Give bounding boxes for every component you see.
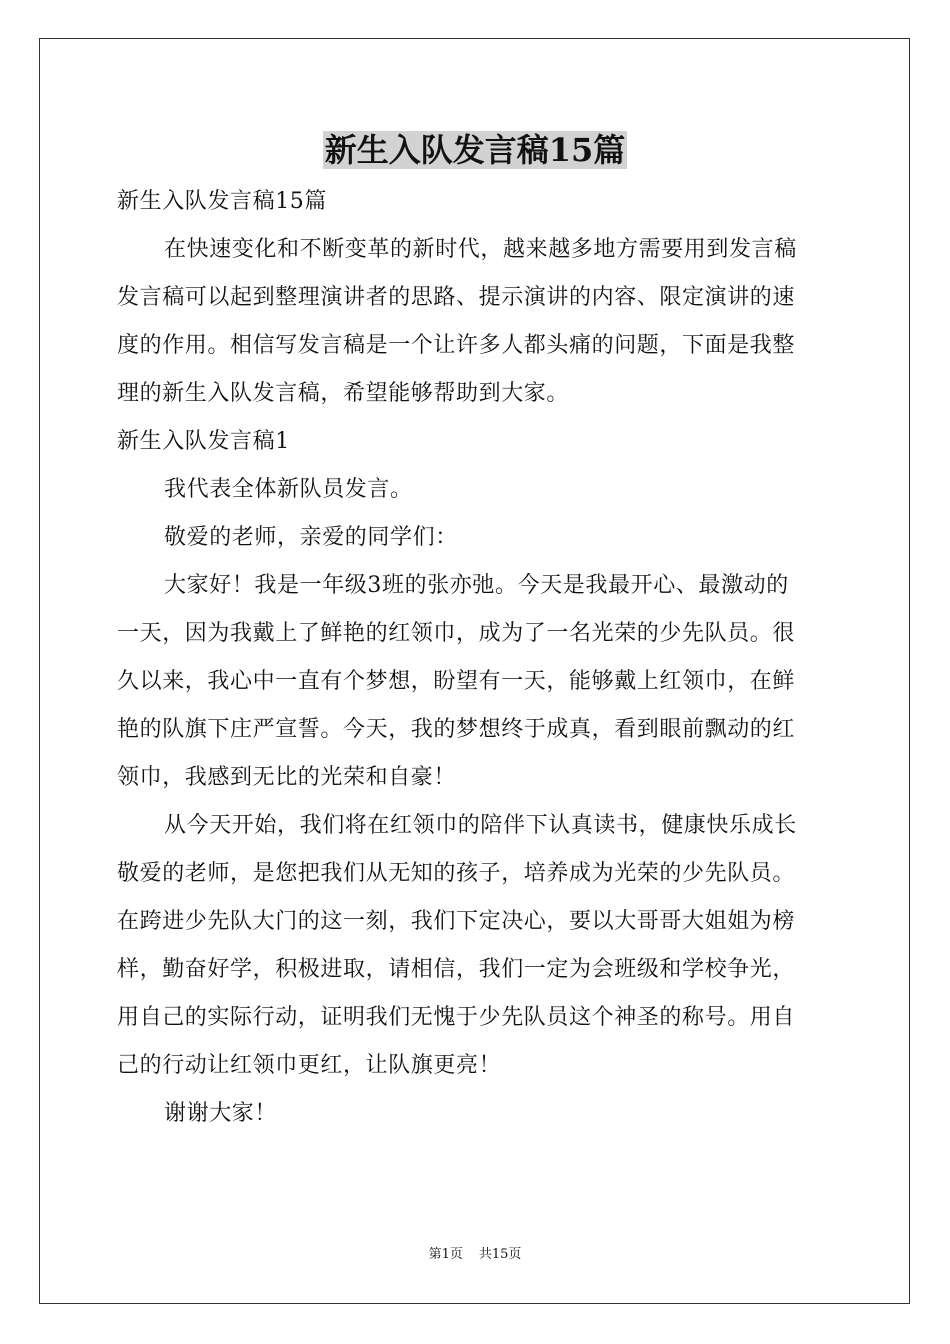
document-title: [0, 128, 950, 172]
body-line: 大家好！我是一年级3班的张亦弛。今天是我最开心、最激动的: [164, 573, 789, 598]
document-title-text: 新生入队发言稿15篇: [324, 131, 626, 169]
body-line: 在跨进少先队大门的这一刻，我们下定决心，要以大哥哥大姐姐为榜: [117, 909, 796, 934]
body-line: 我代表全体新队员发言。: [164, 477, 413, 502]
page-total: 共15页: [478, 1247, 522, 1262]
section-heading: 新生入队发言稿1: [117, 429, 290, 454]
body-line: 艳的队旗下庄严宣誓。今天，我的梦想终于成真，看到眼前飘动的红: [117, 717, 796, 742]
body-line: 领巾，我感到无比的光荣和自豪！: [117, 765, 457, 790]
body-line: 敬爱的老师，亲爱的同学们：: [164, 525, 458, 550]
body-line: 一天，因为我戴上了鲜艳的红领巾，成为了一名光荣的少先队员。很: [117, 621, 796, 646]
body-line: 发言稿可以起到整理演讲者的思路、提示演讲的内容、限定演讲的速: [117, 285, 796, 310]
body-line: 用自己的实际行动，证明我们无愧于少先队员这个神圣的称号。用自: [117, 1005, 796, 1030]
body-line: 样，勤奋好学，积极进取，请相信，我们一定为会班级和学校争光，: [117, 957, 796, 982]
body-line: 从今天开始，我们将在红领巾的陪伴下认真读书，健康快乐成长: [164, 813, 797, 838]
closing-line: 谢谢大家！: [164, 1101, 278, 1126]
body-line: 在快速变化和不断变革的新时代，越来越多地方需要用到发言稿: [164, 237, 797, 262]
body-line: 敬爱的老师，是您把我们从无知的孩子，培养成为光荣的少先队员。: [117, 861, 796, 886]
body-line: 度的作用。相信写发言稿是一个让许多人都头痛的问题，下面是我整: [117, 333, 796, 358]
page-number: 第1页: [428, 1247, 463, 1262]
page-footer: [0, 1245, 950, 1265]
subtitle-line: 新生入队发言稿15篇: [117, 189, 327, 214]
document-body: [117, 178, 835, 1138]
body-line: 己的行动让红领巾更红，让队旗更亮！: [117, 1053, 502, 1078]
body-line: 理的新生入队发言稿，希望能够帮助到大家。: [117, 381, 570, 406]
body-line: 久以来，我心中一直有个梦想，盼望有一天，能够戴上红领巾，在鲜: [117, 669, 796, 694]
